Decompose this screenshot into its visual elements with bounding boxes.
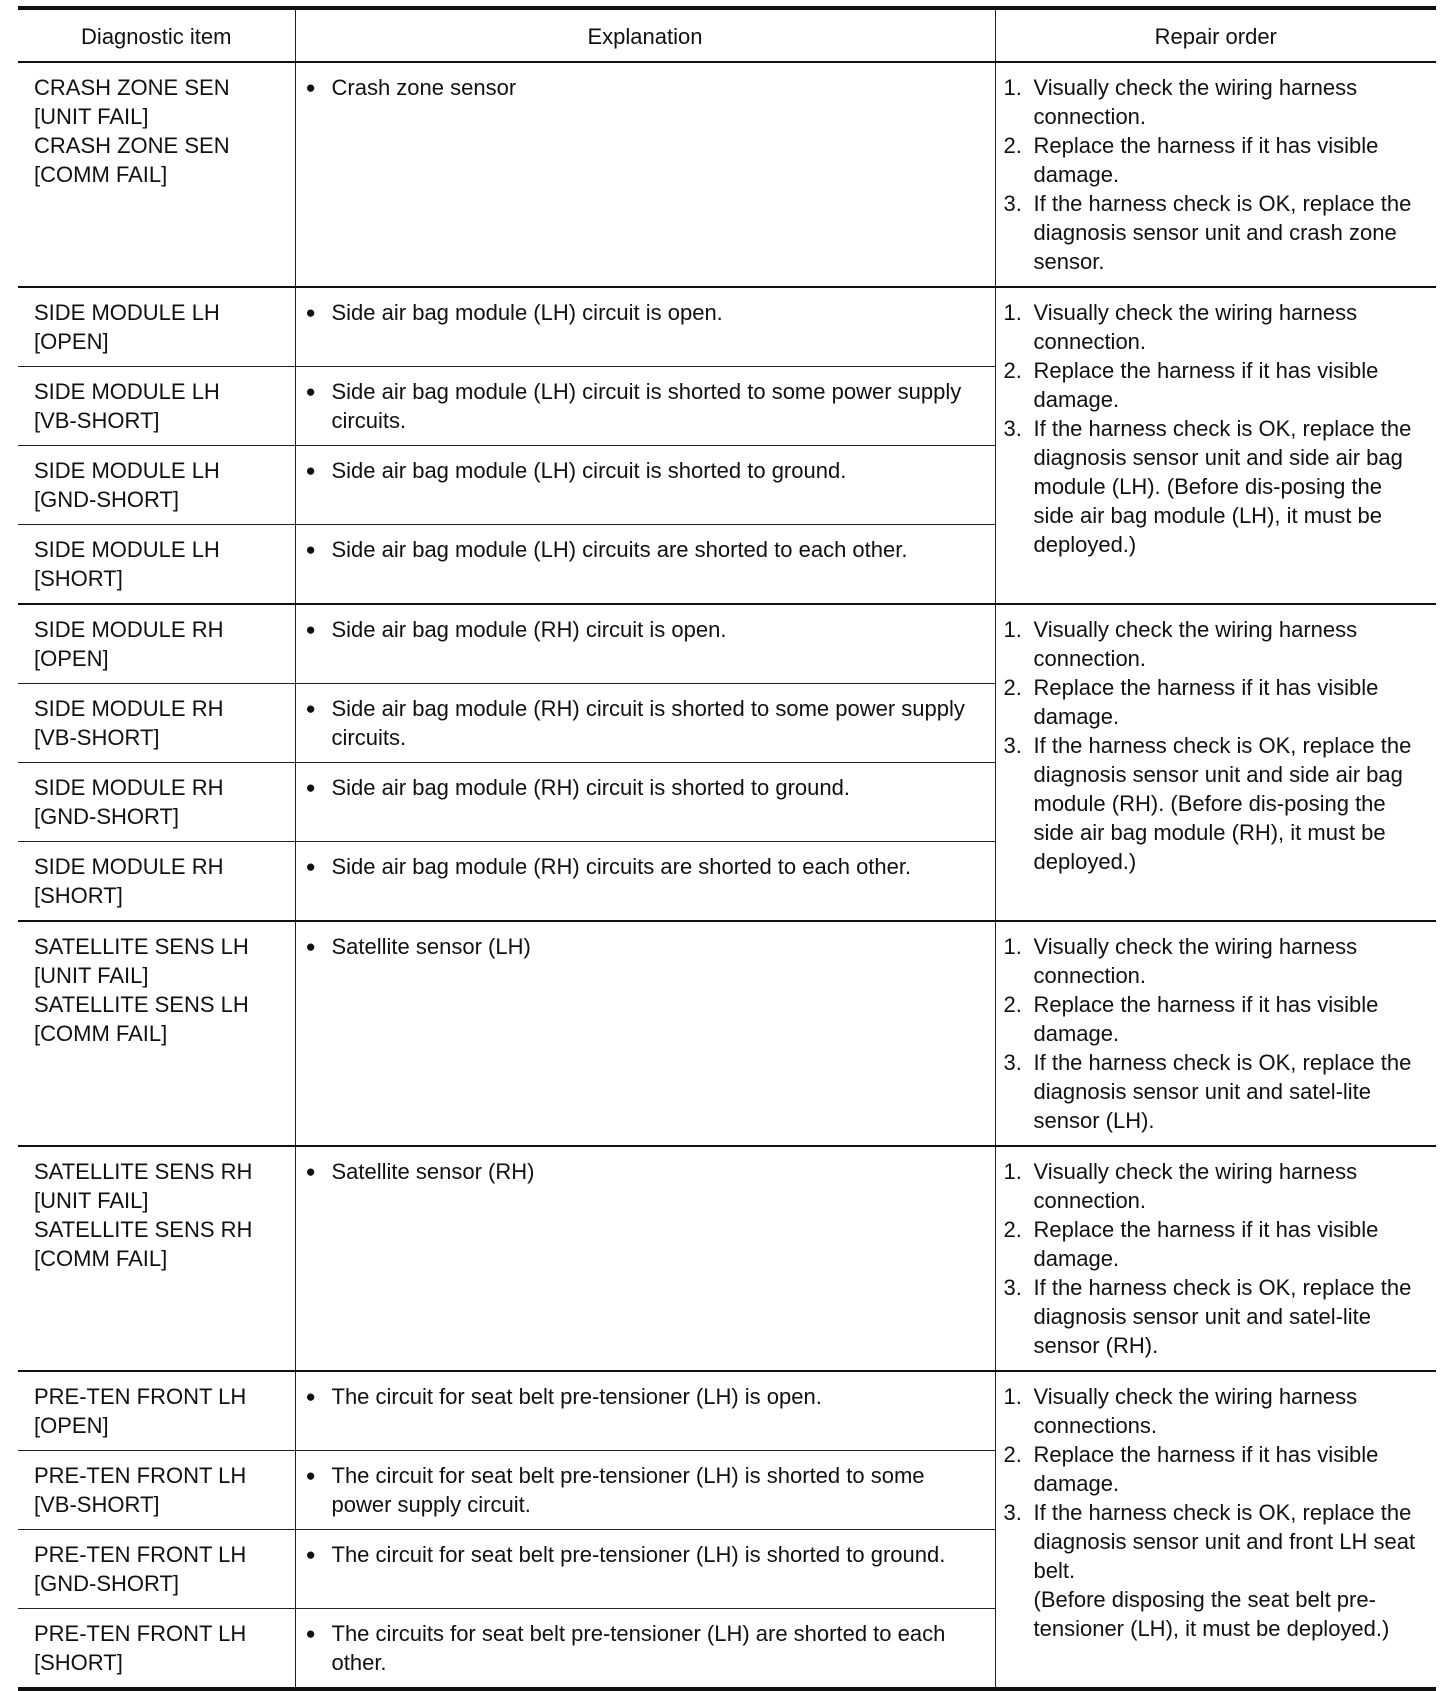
table-row xyxy=(18,62,1436,287)
diagnostic-item-line: SIDE MODULE LH xyxy=(34,458,220,483)
bullet-icon: ● xyxy=(305,699,316,718)
repair-order-cell xyxy=(995,287,1436,604)
repair-step xyxy=(1004,1048,1429,1135)
repair-steps xyxy=(1004,1382,1429,1585)
explanation-bullet xyxy=(306,73,985,102)
repair-order-cell xyxy=(995,1146,1436,1371)
diagnostic-item-line: [OPEN] xyxy=(34,1413,109,1438)
explanation-bullet xyxy=(306,1619,985,1677)
explanation-cell xyxy=(295,842,995,922)
explanation-bullet xyxy=(306,535,985,564)
repair-step-text: Visually check the wiring harness connection. xyxy=(1033,617,1358,671)
repair-step-number: 3. xyxy=(1003,1500,1022,1525)
repair-step-text: Replace the harness if it has visible damage. xyxy=(1033,675,1379,729)
explanation-text: The circuit for seat belt pre-tensioner (LH) is open. xyxy=(331,1384,822,1409)
explanation-text: Side air bag module (LH) circuit is shorted to some power supply circuits. xyxy=(331,379,962,433)
diagnostic-item-line: [VB-SHORT] xyxy=(34,1492,160,1517)
repair-step xyxy=(1004,1273,1429,1360)
header-diagnostic-item: Diagnostic item xyxy=(18,8,295,62)
bullet-icon: ● xyxy=(305,620,316,639)
explanation-bullet xyxy=(306,852,985,881)
bullet-icon: ● xyxy=(305,303,316,322)
explanation-text: The circuits for seat belt pre-tensioner (LH) are shorted to each other. xyxy=(331,1621,946,1675)
repair-step-text: Replace the harness if it has visible damage. xyxy=(1033,1217,1379,1271)
bullet-icon: ● xyxy=(305,937,316,956)
table-row xyxy=(18,1371,1436,1451)
repair-step xyxy=(1004,1440,1429,1498)
repair-step xyxy=(1004,1498,1429,1585)
repair-step xyxy=(1004,615,1429,673)
explanation-cell xyxy=(295,1609,995,1690)
repair-step-text: Visually check the wiring harness connection. xyxy=(1033,75,1358,129)
diagnostic-item-line: SIDE MODULE LH xyxy=(34,300,220,325)
repair-step-number: 3. xyxy=(1003,733,1022,758)
explanation-cell xyxy=(295,525,995,605)
explanation-text: Side air bag module (LH) circuit is open. xyxy=(331,300,723,325)
diagnostic-item-cell xyxy=(18,763,295,842)
explanation-text: Side air bag module (RH) circuits are shorted to each other. xyxy=(331,854,912,879)
bullet-icon: ● xyxy=(305,1466,316,1485)
document xyxy=(18,6,1436,1691)
diagnostic-item-line: CRASH ZONE SEN xyxy=(34,75,230,100)
bullet-icon: ● xyxy=(305,1162,316,1181)
repair-steps xyxy=(1004,932,1429,1135)
repair-step-text: Visually check the wiring harness connection. xyxy=(1033,1159,1358,1213)
repair-step-number: 2. xyxy=(1003,1217,1022,1242)
repair-step-number: 3. xyxy=(1003,416,1022,441)
bullet-icon: ● xyxy=(305,461,316,480)
diagnostic-item-line: SIDE MODULE LH xyxy=(34,379,220,404)
repair-step xyxy=(1004,131,1429,189)
diagnostic-item-line: SATELLITE SENS RH xyxy=(34,1159,253,1184)
explanation-bullet xyxy=(306,377,985,435)
repair-steps xyxy=(1004,1157,1429,1360)
repair-step xyxy=(1004,932,1429,990)
repair-step-number: 2. xyxy=(1003,358,1022,383)
table-body xyxy=(18,62,1436,1689)
diagnostic-item-cell xyxy=(18,842,295,922)
table-row xyxy=(18,287,1436,367)
diagnostic-item-line: [SHORT] xyxy=(34,566,123,591)
diagnostic-item-cell xyxy=(18,446,295,525)
explanation-text: Side air bag module (RH) circuit is shorted to ground. xyxy=(331,775,850,800)
diagnostic-item-line: SIDE MODULE RH xyxy=(34,617,224,642)
diagnostic-item-line: [COMM FAIL] xyxy=(34,162,168,187)
diagnostic-item-line: [UNIT FAIL] xyxy=(34,1188,149,1213)
bullet-icon: ● xyxy=(305,1545,316,1564)
repair-step xyxy=(1004,298,1429,356)
explanation-cell xyxy=(295,446,995,525)
diagnostic-item-line: PRE-TEN FRONT LH xyxy=(34,1463,247,1488)
repair-steps xyxy=(1004,615,1429,876)
explanation-bullet xyxy=(306,773,985,802)
repair-step-text: If the harness check is OK, replace the diagnosis sensor unit and side air bag module (RH). (Before dis-posing the side air bag module (RH), it must be deployed.) xyxy=(1033,733,1412,874)
explanation-cell xyxy=(295,62,995,287)
repair-step-text: Replace the harness if it has visible damage. xyxy=(1033,992,1379,1046)
diagnostic-item-line: SIDE MODULE RH xyxy=(34,775,224,800)
diagnostic-item-cell xyxy=(18,1609,295,1690)
repair-step-number: 2. xyxy=(1003,675,1022,700)
explanation-bullet xyxy=(306,932,985,961)
diagnostic-item-cell xyxy=(18,1146,295,1371)
repair-steps xyxy=(1004,298,1429,559)
diagnostic-item-line: [VB-SHORT] xyxy=(34,408,160,433)
bullet-icon: ● xyxy=(305,382,316,401)
repair-step-text: Visually check the wiring harness connection. xyxy=(1033,300,1358,354)
diagnostic-item-line: CRASH ZONE SEN xyxy=(34,133,230,158)
diagnostic-item-cell xyxy=(18,525,295,605)
bullet-icon: ● xyxy=(305,857,316,876)
bullet-icon: ● xyxy=(305,1387,316,1406)
repair-step xyxy=(1004,1382,1429,1440)
explanation-bullet xyxy=(306,298,985,327)
explanation-bullet xyxy=(306,1157,985,1186)
explanation-text: Side air bag module (LH) circuits are shorted to each other. xyxy=(331,537,908,562)
header-explanation: Explanation xyxy=(295,8,995,62)
explanation-bullet xyxy=(306,1461,985,1519)
bullet-icon: ● xyxy=(305,778,316,797)
table-row xyxy=(18,1146,1436,1371)
diagnostic-item-cell xyxy=(18,287,295,367)
repair-step-number: 3. xyxy=(1003,1275,1022,1300)
repair-step-number: 3. xyxy=(1003,1050,1022,1075)
repair-step-number: 1. xyxy=(1003,1384,1022,1409)
repair-step-text: Replace the harness if it has visible damage. xyxy=(1033,133,1379,187)
repair-step-text: If the harness check is OK, replace the diagnosis sensor unit and crash zone sensor. xyxy=(1033,191,1412,274)
diagnostic-item-line: PRE-TEN FRONT LH xyxy=(34,1384,247,1409)
explanation-cell xyxy=(295,763,995,842)
repair-order-cell xyxy=(995,921,1436,1146)
explanation-cell xyxy=(295,367,995,446)
diagnostic-item-line: [SHORT] xyxy=(34,1650,123,1675)
explanation-cell xyxy=(295,684,995,763)
diagnostic-item-cell xyxy=(18,684,295,763)
explanation-bullet xyxy=(306,615,985,644)
diagnostic-item-line: [GND-SHORT] xyxy=(34,487,180,512)
repair-step xyxy=(1004,990,1429,1048)
table-row xyxy=(18,921,1436,1146)
table-header-row xyxy=(18,8,1436,62)
diagnostic-item-line: [GND-SHORT] xyxy=(34,1571,180,1596)
explanation-text: The circuit for seat belt pre-tensioner (LH) is shorted to ground. xyxy=(331,1542,946,1567)
repair-step-text: If the harness check is OK, replace the diagnosis sensor unit and side air bag module (LH). (Before dis-posing the side air bag module (LH), it must be deployed.) xyxy=(1033,416,1412,557)
repair-step xyxy=(1004,189,1429,276)
repair-step-number: 1. xyxy=(1003,934,1022,959)
explanation-cell xyxy=(295,287,995,367)
diagnostic-item-line: [SHORT] xyxy=(34,883,123,908)
repair-step-number: 1. xyxy=(1003,1159,1022,1184)
repair-step xyxy=(1004,414,1429,559)
explanation-cell xyxy=(295,1371,995,1451)
diagnostic-item-line: SATELLITE SENS LH xyxy=(34,934,249,959)
explanation-text: Side air bag module (RH) circuit is shorted to some power supply circuits. xyxy=(331,696,965,750)
repair-order-cell xyxy=(995,1371,1436,1689)
repair-step xyxy=(1004,1215,1429,1273)
repair-order-cell xyxy=(995,62,1436,287)
repair-steps xyxy=(1004,73,1429,276)
explanation-bullet xyxy=(306,456,985,485)
explanation-bullet xyxy=(306,1382,985,1411)
repair-step-text: Replace the harness if it has visible damage. xyxy=(1033,1442,1379,1496)
bullet-icon: ● xyxy=(305,78,316,97)
repair-step-text: Visually check the wiring harness connection. xyxy=(1033,934,1358,988)
explanation-cell xyxy=(295,1146,995,1371)
diagnostic-item-cell xyxy=(18,62,295,287)
explanation-text: Side air bag module (RH) circuit is open. xyxy=(331,617,727,642)
diagnostic-item-cell xyxy=(18,367,295,446)
diagnostic-item-cell xyxy=(18,1530,295,1609)
explanation-cell xyxy=(295,921,995,1146)
repair-step-number: 1. xyxy=(1003,617,1022,642)
repair-step xyxy=(1004,73,1429,131)
table-row xyxy=(18,604,1436,684)
explanation-bullet xyxy=(306,694,985,752)
repair-step-number: 2. xyxy=(1003,1442,1022,1467)
repair-step-text: Replace the harness if it has visible damage. xyxy=(1033,358,1379,412)
diagnostic-item-cell xyxy=(18,1451,295,1530)
diagnostic-item-line: [UNIT FAIL] xyxy=(34,104,149,129)
repair-step-number: 1. xyxy=(1003,300,1022,325)
repair-step xyxy=(1004,356,1429,414)
repair-step-text: If the harness check is OK, replace the diagnosis sensor unit and front LH seat belt. xyxy=(1033,1500,1416,1583)
diagnostic-item-cell xyxy=(18,1371,295,1451)
diagnostic-item-cell xyxy=(18,604,295,684)
repair-step-text: If the harness check is OK, replace the diagnosis sensor unit and satel-lite sensor (RH). xyxy=(1033,1275,1412,1358)
diagnostic-item-cell xyxy=(18,921,295,1146)
explanation-text: The circuit for seat belt pre-tensioner (LH) is shorted to some power supply circuit. xyxy=(331,1463,925,1517)
diagnostic-table xyxy=(18,6,1436,1691)
repair-step-number: 3. xyxy=(1003,191,1022,216)
diagnostic-item-line: SATELLITE SENS LH xyxy=(34,992,249,1017)
diagnostic-item-line: PRE-TEN FRONT LH xyxy=(34,1542,247,1567)
explanation-cell xyxy=(295,604,995,684)
repair-step xyxy=(1004,1157,1429,1215)
diagnostic-item-line: [VB-SHORT] xyxy=(34,725,160,750)
repair-step-text: If the harness check is OK, replace the diagnosis sensor unit and satel-lite sensor (LH). xyxy=(1033,1050,1412,1133)
bullet-icon: ● xyxy=(305,1624,316,1643)
explanation-cell xyxy=(295,1530,995,1609)
diagnostic-item-line: [GND-SHORT] xyxy=(34,804,180,829)
header-repair-order: Repair order xyxy=(995,8,1436,62)
diagnostic-item-line: [OPEN] xyxy=(34,329,109,354)
diagnostic-item-line: PRE-TEN FRONT LH xyxy=(34,1621,247,1646)
diagnostic-item-line: [COMM FAIL] xyxy=(34,1021,168,1046)
repair-order-cell xyxy=(995,604,1436,921)
explanation-text: Crash zone sensor xyxy=(331,75,517,100)
explanation-text: Side air bag module (LH) circuit is shorted to ground. xyxy=(331,458,847,483)
repair-step-number: 1. xyxy=(1003,75,1022,100)
explanation-text: Satellite sensor (RH) xyxy=(331,1159,535,1184)
repair-step-text: Visually check the wiring harness connections. xyxy=(1033,1384,1358,1438)
diagnostic-item-line: SATELLITE SENS RH xyxy=(34,1217,253,1242)
repair-step xyxy=(1004,731,1429,876)
diagnostic-item-line: SIDE MODULE LH xyxy=(34,537,220,562)
diagnostic-item-line: SIDE MODULE RH xyxy=(34,696,224,721)
diagnostic-item-line: SIDE MODULE RH xyxy=(34,854,224,879)
diagnostic-item-line: [UNIT FAIL] xyxy=(34,963,149,988)
explanation-cell xyxy=(295,1451,995,1530)
diagnostic-item-line: [COMM FAIL] xyxy=(34,1246,168,1271)
bullet-icon: ● xyxy=(305,540,316,559)
repair-step xyxy=(1004,673,1429,731)
repair-note: (Before disposing the seat belt pre-tensioner (LH), it must be deployed.) xyxy=(1033,1587,1390,1641)
repair-step-number: 2. xyxy=(1003,992,1022,1017)
explanation-text: Satellite sensor (LH) xyxy=(331,934,531,959)
repair-step-number: 2. xyxy=(1003,133,1022,158)
explanation-bullet xyxy=(306,1540,985,1569)
diagnostic-item-line: [OPEN] xyxy=(34,646,109,671)
